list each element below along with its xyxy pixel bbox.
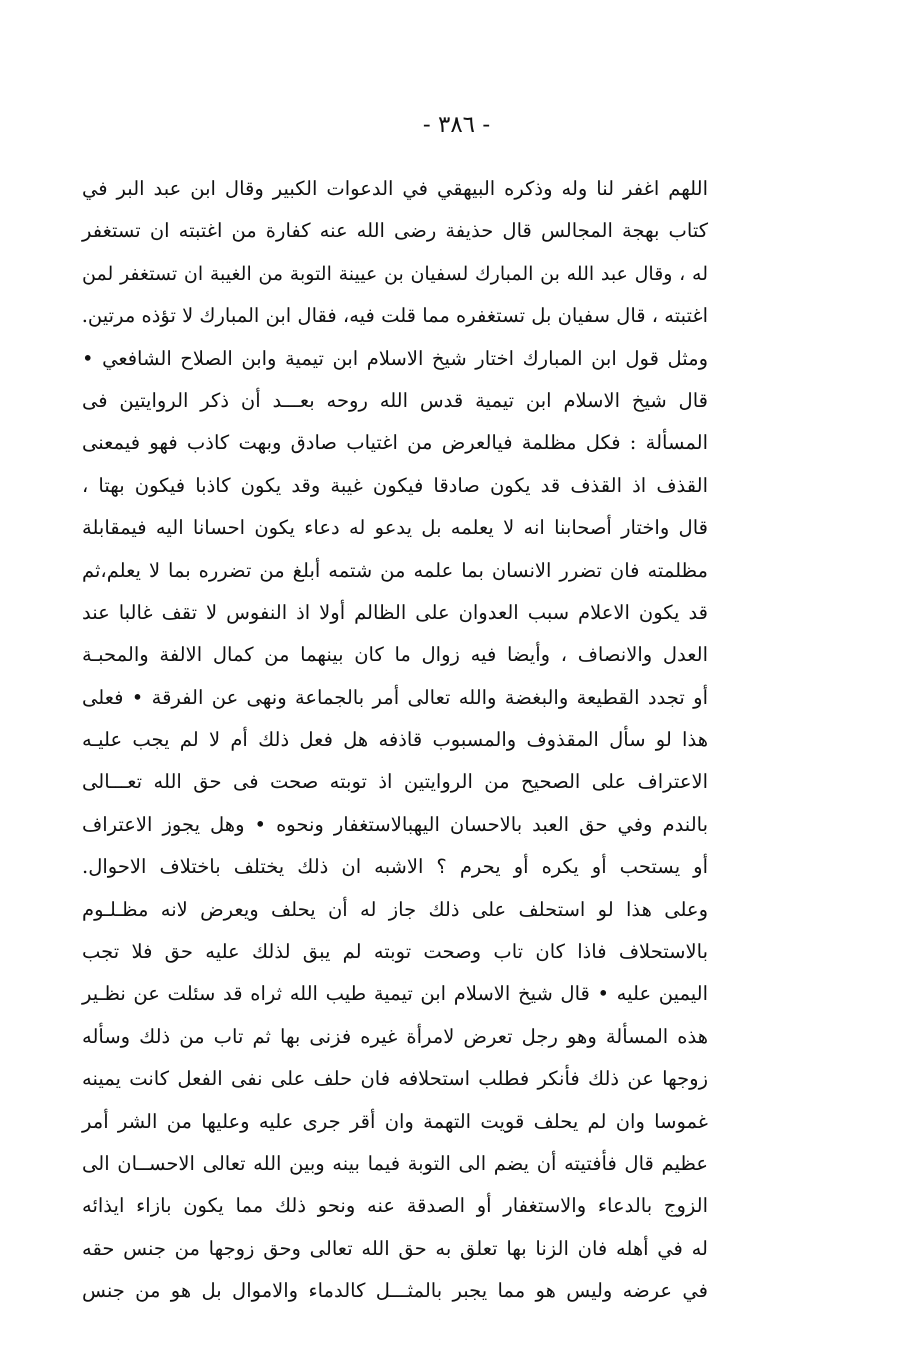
text-line-3: له ، وقال عبد الله بن المبارك لسفيان بن عيينة التوبة من الغيبة ان تستغفر لمن [82, 262, 708, 285]
text-line-13: أو تجدد القطيعة والبغضة والله تعالى أمر بالجماعة ونهى عن الفرقة • فعلى [82, 685, 708, 709]
text-line-7: المسألة : فكل مظلمة فيالعرض من اغتياب صادق وبهت كاذب فهو فيمعنى [82, 431, 708, 455]
text-line-11: قد يكون الاعلام سبب العدوان على الظالم أولا اذ النفوس لا تقف غالبا عند [82, 600, 708, 624]
text-line-10: مظلمته فان تضرر الانسان بما علمه من شتمه أبلغ من تضرره بما لا يعلم،ثم [82, 558, 708, 582]
text-line-18: وعلى هذا لو استحلف على ذلك جاز له أن يحلف ويعرض لانه مظـلـوم [82, 897, 708, 921]
text-line-22: زوجها عن ذلك فأنكر فطلب استحلافه فان حلف على نفى الفعل كانت يمينه [82, 1067, 708, 1091]
text-line-24: عظيم قال فأفتيته أن يضم الى التوبة فيما بينه وبين الله تعالى الاحســان الى [82, 1151, 708, 1175]
text-line-9: قال واختار أصحابنا انه لا يعلمه بل يدعو له دعاء يكون احسانا اليه فيمقابلة [82, 516, 708, 540]
text-line-15: الاعتراف على الصحيح من الروايتين اذ توبته صحت فى حق الله تعـــالى [82, 770, 708, 794]
text-line-6: قال شيخ الاسلام ابن تيمية قدس الله روحه بعـــد أن ذكر الروايتين فى [82, 388, 708, 412]
text-line-17: أو يستحب أو يكره أو يحرم ؟ الاشبه ان ذلك يختلف باختلاف الاحوال. [82, 855, 708, 879]
text-line-12: العدل والانصاف ، وأيضا فيه زوال ما كان بينهما من كمال الالفة والمحبـة [82, 643, 708, 667]
text-line-23: غموسا وان لم يحلف قويت التهمة وان أقر جرى عليه وعليها من الشر أمر [82, 1109, 708, 1133]
body-text [82, 168, 708, 1313]
text-line-4: اغتبته ، قال سفيان بل تستغفره مما قلت فيه، فقال ابن المبارك لا تؤذه مرتين. [81, 304, 708, 328]
text-line-8: القذف اذ القذف قد يكون صادقا فيكون غيبة وقد يكون كاذبا فيكون بهتا ، [82, 473, 708, 497]
text-line-5: ومثل قول ابن المبارك اختار شيخ الاسلام ابن تيمية وابن الصلاح الشافعي • [82, 346, 708, 370]
text-line-16: بالندم وفي حق العبد بالاحسان اليهبالاستغفار ونحوه • وهل يجوز الاعتراف [82, 812, 708, 836]
text-line-2: كتاب بهجة المجالس قال حذيفة رضى الله عنه كفارة من اغتبته ان تستغفر [82, 219, 708, 243]
text-line-25: الزوج بالدعاء والاستغفار أو الصدقة عنه ونحو ذلك مما يكون بازاء ايذائه [82, 1194, 708, 1218]
text-line-27: في عرضه وليس هو مما يجبر بالمثـــل كالدماء والاموال بل هو من جنس [82, 1279, 708, 1303]
text-line-26: له في أهله فان الزنا بها تعلق به حق الله تعالى وحق زوجها من جنس حقه [82, 1236, 708, 1260]
text-line-1: اللهم اغفر لنا وله وذكره البيهقي في الدعوات الكبير وقال ابن عبد البر في [82, 177, 708, 200]
text-line-21: هذه المسألة وهو رجل تعرض لامرأة غيره فزنى بها ثم تاب من ذلك وسأله [82, 1024, 708, 1048]
text-line-19: بالاستحلاف فاذا كان تاب وصحت توبته لم يبق لذلك عليه حق فلا تجب [82, 940, 708, 964]
text-line-20: اليمين عليه • قال شيخ الاسلام ابن تيمية طيب الله ثراه قد سئلت عن نظـير [82, 982, 708, 1006]
page-number: - ٣٨٦ - [422, 112, 491, 138]
text-line-14: هذا لو سأل المقذوف والمسبوب قاذفه هل فعل ذلك أم لا لم يجب عليـه [82, 728, 708, 752]
